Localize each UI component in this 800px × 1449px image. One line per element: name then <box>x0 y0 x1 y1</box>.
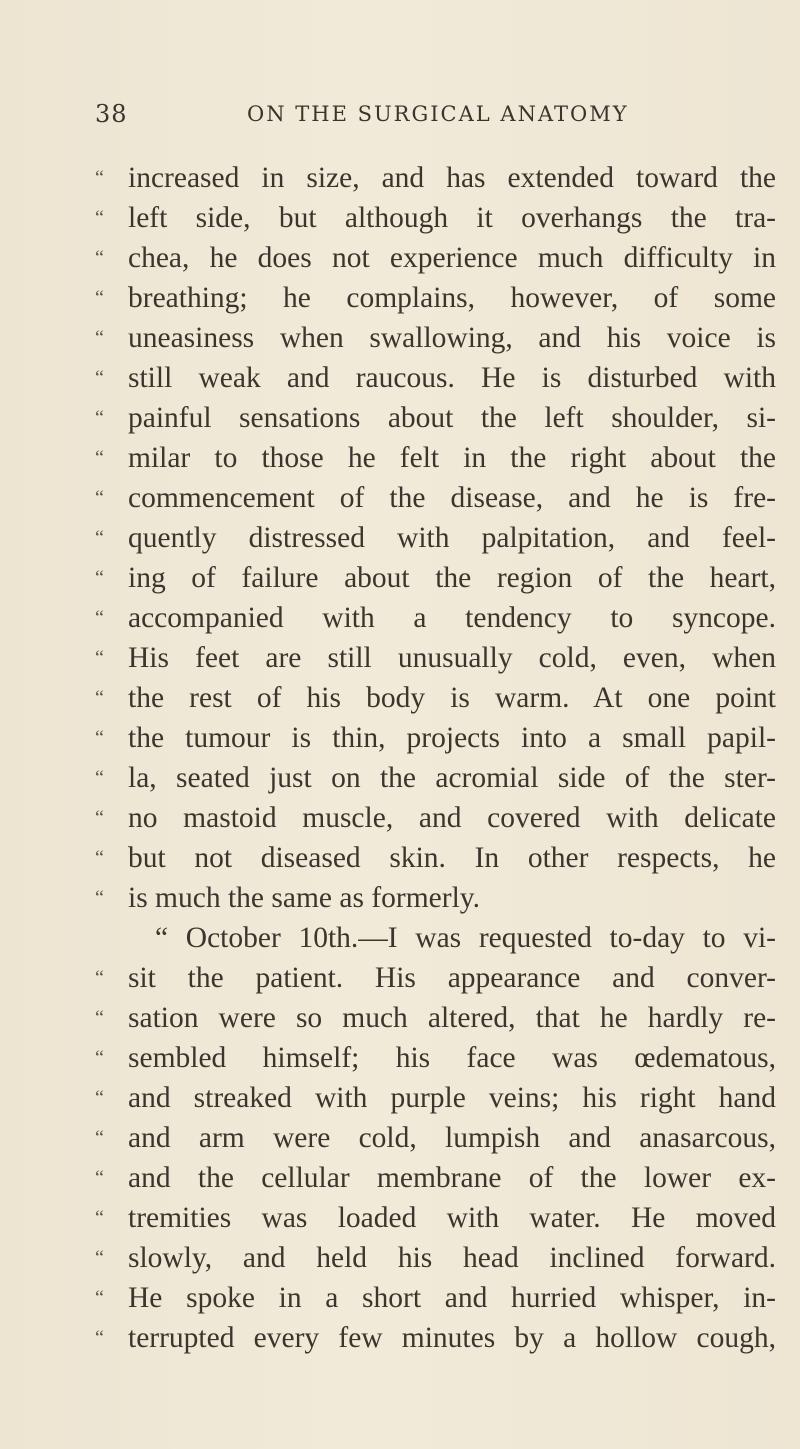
text-line <box>95 758 775 798</box>
line-text: la, seated just on the acromial side of the ster- <box>128 762 776 794</box>
text-line <box>95 1038 775 1078</box>
line-text: increased in size, and has extended toward the <box>128 162 776 194</box>
line-text: commencement of the disease, and he is fre- <box>128 482 776 514</box>
quotation-mark: “ <box>95 1127 104 1149</box>
line-text: but not diseased skin. In other respects, he <box>128 842 776 874</box>
text-line <box>95 1158 775 1198</box>
line-text: tremities was loaded with water. He moved <box>128 1202 776 1234</box>
text-line <box>95 358 775 398</box>
line-text: quently distressed with palpitation, and feel- <box>128 522 776 554</box>
quotation-mark: “ <box>95 807 104 829</box>
line-text: uneasiness when swallowing, and his voice is <box>128 322 776 354</box>
text-line <box>95 798 775 838</box>
line-text: breathing; he complains, however, of some <box>128 282 776 314</box>
text-line <box>95 598 775 638</box>
quotation-mark: “ <box>95 527 104 549</box>
text-line <box>95 1278 775 1318</box>
text-line <box>95 318 775 358</box>
quotation-mark: “ <box>95 887 104 909</box>
line-text: left side, but although it overhangs the tra- <box>128 202 776 234</box>
line-text: terrupted every few minutes by a hollow cough, <box>128 1322 776 1354</box>
text-line <box>95 678 775 718</box>
line-text: the rest of his body is warm. At one point <box>128 682 776 714</box>
text-line <box>95 158 775 198</box>
quotation-mark: “ <box>95 647 104 669</box>
text-line <box>95 918 775 958</box>
quotation-mark: “ <box>95 407 104 429</box>
quotation-mark: “ <box>95 1327 104 1349</box>
quotation-mark: “ <box>95 367 104 389</box>
line-text: sembled himself; his face was œdematous, <box>128 1042 776 1074</box>
text-line <box>95 478 775 518</box>
quotation-mark: “ <box>95 1247 104 1269</box>
text-line <box>95 1238 775 1278</box>
text-line <box>95 438 775 478</box>
line-text: is much the same as formerly. <box>128 882 480 914</box>
text-line <box>95 198 775 238</box>
line-text: painful sensations about the left shoulder, si- <box>128 402 776 434</box>
quotation-mark: “ <box>95 767 104 789</box>
line-text: ing of failure about the region of the heart, <box>128 562 776 594</box>
quotation-mark: “ <box>95 287 104 309</box>
quotation-mark: “ <box>95 687 104 709</box>
line-text: His feet are still unusually cold, even, when <box>128 642 776 674</box>
text-line <box>95 1118 775 1158</box>
text-line <box>95 638 775 678</box>
quotation-mark: “ <box>95 247 104 269</box>
line-text: accompanied with a tendency to syncope. <box>128 602 776 634</box>
quotation-mark: “ <box>95 207 104 229</box>
quotation-mark: “ <box>95 487 104 509</box>
line-text: “ October 10th.—I was requested to-day to vi- <box>155 922 776 954</box>
quotation-mark: “ <box>95 607 104 629</box>
quotation-mark: “ <box>95 1047 104 1069</box>
line-text: sit the patient. His appearance and conver- <box>128 962 776 994</box>
quotation-mark: “ <box>95 727 104 749</box>
text-line <box>95 998 775 1038</box>
quotation-mark: “ <box>95 1007 104 1029</box>
text-line <box>95 238 775 278</box>
page-number: 38 <box>95 100 128 128</box>
text-line <box>95 398 775 438</box>
text-line <box>95 1198 775 1238</box>
text-line <box>95 838 775 878</box>
quotation-mark: “ <box>95 847 104 869</box>
text-line <box>95 878 775 918</box>
quotation-mark: “ <box>95 1287 104 1309</box>
text-line <box>95 278 775 318</box>
line-text: no mastoid muscle, and covered with delicate <box>128 802 776 834</box>
line-text: the tumour is thin, projects into a small papil- <box>128 722 776 754</box>
line-text: and arm were cold, lumpish and anasarcous, <box>128 1122 776 1154</box>
text-line <box>95 1078 775 1118</box>
line-text: chea, he does not experience much difficulty in <box>128 242 776 274</box>
line-text: still weak and raucous. He is disturbed with <box>128 362 776 394</box>
quotation-mark: “ <box>95 567 104 589</box>
quotation-mark: “ <box>95 167 104 189</box>
line-text: and streaked with purple veins; his right hand <box>128 1082 776 1114</box>
line-text: He spoke in a short and hurried whisper, in- <box>128 1282 776 1314</box>
page-header <box>95 100 775 140</box>
text-line <box>95 958 775 998</box>
quotation-mark: “ <box>95 1167 104 1189</box>
text-line <box>95 718 775 758</box>
line-text: slowly, and held his head inclined forward. <box>128 1242 776 1274</box>
text-line <box>95 558 775 598</box>
quotation-mark: “ <box>95 327 104 349</box>
line-text: milar to those he felt in the right about the <box>128 442 776 474</box>
quotation-mark: “ <box>95 1087 104 1109</box>
quotation-mark: “ <box>95 967 104 989</box>
text-line <box>95 1318 775 1358</box>
quotation-mark: “ <box>95 447 104 469</box>
line-text: sation were so much altered, that he hardly re- <box>128 1002 776 1034</box>
line-text: and the cellular membrane of the lower ex- <box>128 1162 776 1194</box>
quotation-mark: “ <box>95 1207 104 1229</box>
running-head: ON THE SURGICAL ANATOMY <box>247 102 629 126</box>
text-line <box>95 518 775 558</box>
